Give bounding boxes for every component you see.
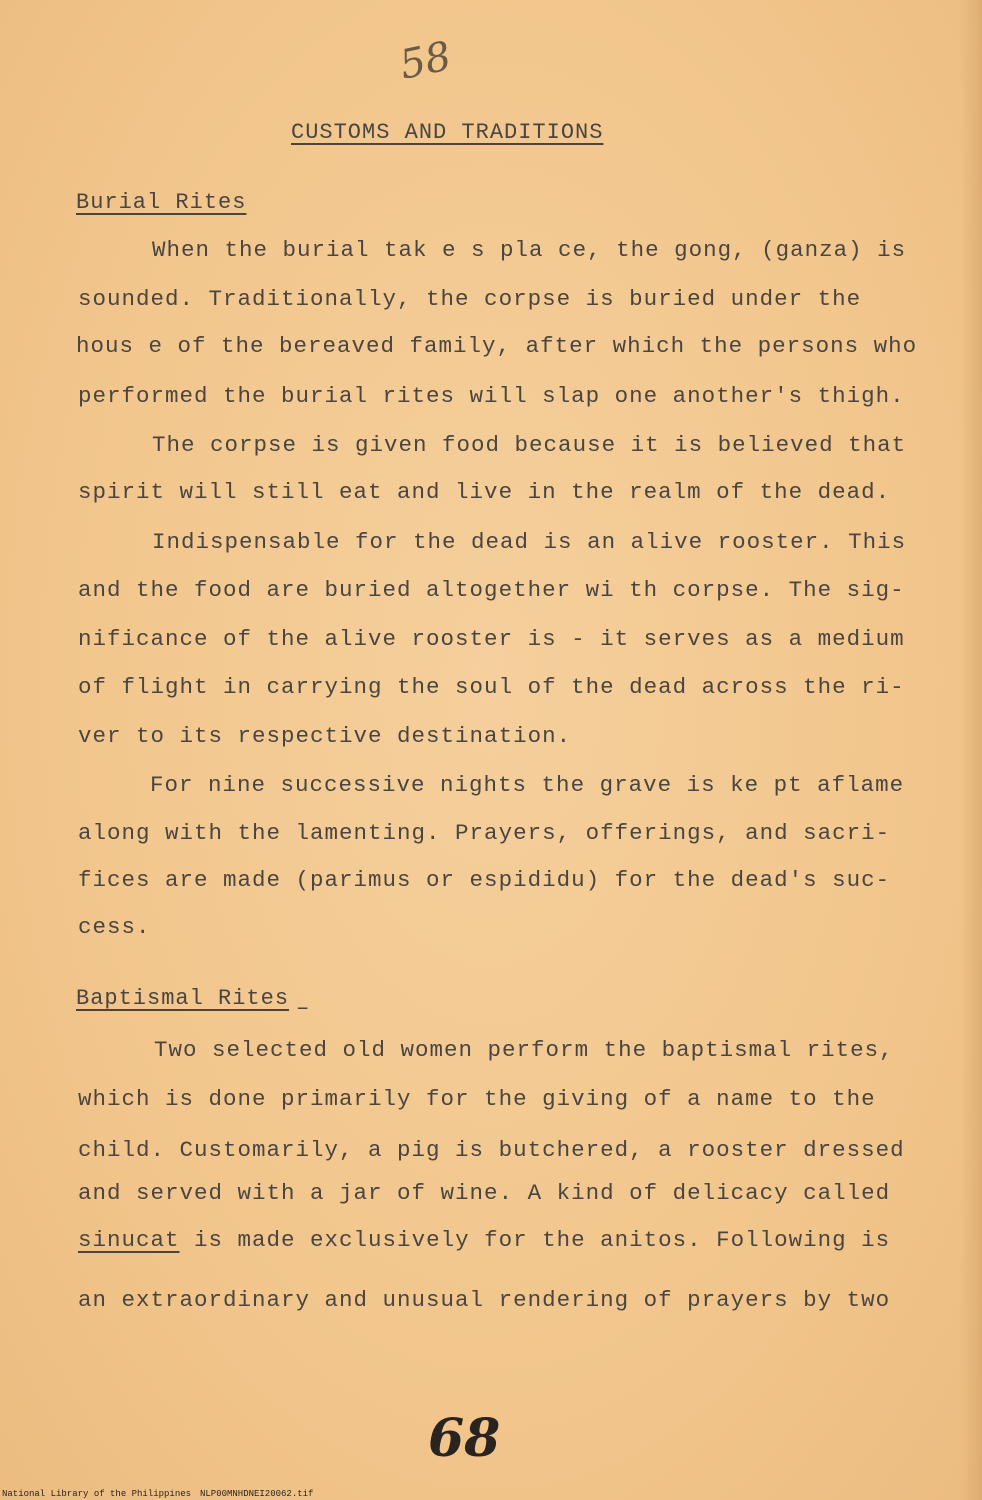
baptismal-line: and served with a jar of wine. A kind of delicacy called: [78, 1180, 891, 1206]
burial-line: Indispensable for the dead is an alive rooster. This: [152, 529, 907, 555]
burial-line: fices are made (parimus or espididu) for the dead's suc-: [78, 867, 891, 893]
burial-line: ver to its respective destination.: [78, 723, 572, 749]
baptismal-line-rest: is made exclusively for the anitos. Following is: [194, 1227, 891, 1253]
footer-library: National Library of the Philippines: [2, 1489, 192, 1499]
burial-line: performed the burial rites will slap one another's thigh.: [78, 383, 905, 409]
burial-line: cess.: [78, 914, 151, 940]
baptismal-rites-heading: Baptismal Rites: [76, 986, 290, 1011]
stamped-page-number: 68: [428, 1408, 501, 1469]
burial-line: along with the lamenting. Prayers, offerings, and sacri-: [78, 820, 891, 846]
heading-dash-mark: –: [296, 996, 310, 1021]
footer-filename: NLP00MNHDNEI20062.tif: [200, 1489, 314, 1499]
page-title: CUSTOMS AND TRADITIONS: [291, 120, 604, 145]
burial-line: For nine successive nights the grave is ke pt aflame: [150, 772, 905, 798]
burial-rites-heading: Burial Rites: [76, 190, 247, 215]
burial-line: of flight in carrying the soul of the dead across the ri-: [78, 674, 905, 700]
handwritten-page-number: 58: [395, 33, 456, 89]
baptismal-line: which is done primarily for the giving of a name to the: [78, 1086, 876, 1112]
burial-line: and the food are buried altogether wi th corpse. The sig-: [78, 577, 905, 603]
burial-line: hous e of the bereaved family, after which the persons who: [76, 333, 918, 359]
burial-line: When the burial tak e s pla ce, the gong, (ganza) is: [152, 237, 907, 263]
burial-line: sounded. Traditionally, the corpse is buried under the: [78, 286, 862, 312]
burial-line: spirit will still eat and live in the realm of the dead.: [78, 479, 891, 505]
baptismal-line: an extraordinary and unusual rendering of prayers by two: [78, 1287, 891, 1313]
underlined-term: sinucat: [78, 1227, 180, 1253]
baptismal-line-with-term: [78, 1227, 890, 1253]
burial-line: nificance of the alive rooster is - it serves as a medium: [78, 626, 905, 652]
burial-line: The corpse is given food because it is believed that: [152, 432, 907, 458]
page-edge-shadow: [960, 0, 982, 1500]
baptismal-line: Two selected old women perform the baptismal rites,: [154, 1037, 894, 1063]
baptismal-line: child. Customarily, a pig is butchered, a rooster dressed: [78, 1137, 905, 1163]
